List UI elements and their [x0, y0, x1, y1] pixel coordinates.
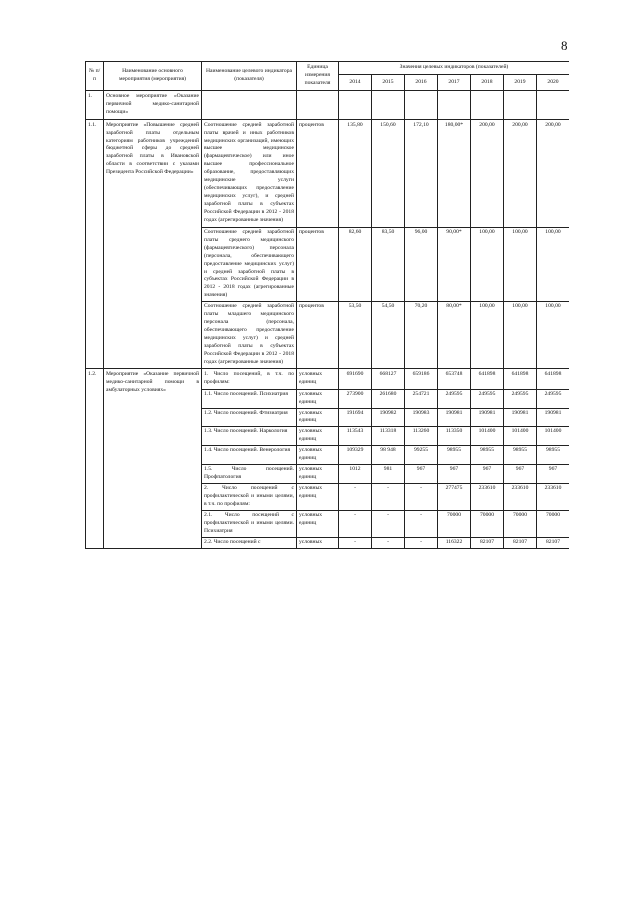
value-cell: 641898 [471, 368, 504, 389]
indicator-name: 2. Число посещений с профилактической и иными целями, в т.ч. по профилям: [202, 484, 297, 511]
value-cell: 70000 [471, 510, 504, 537]
value-cell: 233610 [537, 484, 570, 511]
indicator-name: Соотношение средней заработной платы младшего медицинского персонала (персонала, обеспечивающего предоставление медицинских услуг) и средней заработной платы в субъектах Российской Федерации в 2012 - 2018 годах (агрегированные значения) [202, 302, 297, 369]
value-cell: 691690 [339, 368, 372, 389]
value-cell: - [339, 510, 372, 537]
value-cell: - [372, 537, 405, 548]
value-cell: 967 [405, 465, 438, 484]
table-body [86, 90, 570, 548]
value-cell: 261680 [372, 389, 405, 408]
value-cell [405, 90, 438, 119]
unit-cell: условных единиц [297, 484, 339, 511]
value-cell [504, 90, 537, 119]
value-cell: 98955 [438, 446, 471, 465]
value-cell: - [339, 484, 372, 511]
value-cell: 967 [504, 465, 537, 484]
value-cell: 200,00 [471, 119, 504, 227]
value-cell: 98 948 [372, 446, 405, 465]
value-cell: 190981 [504, 408, 537, 427]
indicator-name: 1.1. Число посещений. Психиатрия [202, 389, 297, 408]
value-cell: 82,60 [339, 227, 372, 301]
header-year: 2016 [405, 75, 438, 90]
indicator-name: Соотношение средней заработной платы врачей и иных работников медицинских организаций, имеющих высшее медицинское (фармацевтическое) или иное высшее профессиональное образование, предоставляющих медицинские услуги (обеспечивающих предоставление медицинских услуг), и средней заработной платы в субъектах Российской Федерации в 2012 - 2018 годах (агрегированные значения) [202, 119, 297, 227]
header-year: 2017 [438, 75, 471, 90]
indicator-name: 1.3. Число посещений. Наркология [202, 427, 297, 446]
value-cell: 190981 [537, 408, 570, 427]
value-cell: 200,00 [537, 119, 570, 227]
value-cell: 109329 [339, 446, 372, 465]
value-cell: 101400 [504, 427, 537, 446]
indicators-table [85, 61, 569, 549]
value-cell: 113260 [405, 427, 438, 446]
value-cell: 233610 [504, 484, 537, 511]
value-cell: 90,00* [438, 227, 471, 301]
value-cell: 53,50 [339, 302, 372, 369]
unit-cell: условных единиц [297, 389, 339, 408]
value-cell: 96,00 [405, 227, 438, 301]
header-year: 2014 [339, 75, 372, 90]
value-cell: 99255 [405, 446, 438, 465]
value-cell: 100,00 [504, 302, 537, 369]
value-cell [537, 90, 570, 119]
table-row [86, 90, 570, 119]
value-cell: 82107 [504, 537, 537, 548]
value-cell: 967 [438, 465, 471, 484]
value-cell: 82107 [471, 537, 504, 548]
value-cell: 200,00 [504, 119, 537, 227]
value-cell [372, 90, 405, 119]
unit-cell: процентов [297, 302, 339, 369]
value-cell: 641898 [537, 368, 570, 389]
value-cell: 83,50 [372, 227, 405, 301]
unit-cell: условных единиц [297, 408, 339, 427]
value-cell: 249595 [537, 389, 570, 408]
header-year: 2019 [504, 75, 537, 90]
row-number: 1.1. [86, 119, 104, 368]
indicator-name: 1.4. Число посещений. Венерология [202, 446, 297, 465]
value-cell: 277475 [438, 484, 471, 511]
unit-cell: условных единиц [297, 427, 339, 446]
value-cell: 70000 [537, 510, 570, 537]
value-cell: 150,60 [372, 119, 405, 227]
header-indicator: Наименование целевого индикатора (показателя) [202, 62, 297, 91]
value-cell: 233610 [471, 484, 504, 511]
value-cell [471, 90, 504, 119]
value-cell: 80,00* [438, 302, 471, 369]
value-cell: - [372, 484, 405, 511]
unit-cell [297, 90, 339, 119]
value-cell: 82107 [537, 537, 570, 548]
value-cell: 100,00 [537, 302, 570, 369]
value-cell: 191694 [339, 408, 372, 427]
header-year: 2015 [372, 75, 405, 90]
value-cell: 100,00 [537, 227, 570, 301]
indicator-name: 1.5. Число посещений. Профпатология [202, 465, 297, 484]
indicator-name: 1.2. Число посещений. Фтизиатрия [202, 408, 297, 427]
header-year: 2020 [537, 75, 570, 90]
value-cell: 100,00 [504, 227, 537, 301]
row-number: 1. [86, 90, 104, 119]
table-row [86, 119, 570, 227]
value-cell: 981 [372, 465, 405, 484]
value-cell [438, 90, 471, 119]
value-cell: 249595 [471, 389, 504, 408]
value-cell: 190981 [471, 408, 504, 427]
event-name: Мероприятие «Повышение средней заработной платы отдельным категориям работников учреждений бюджетной сферы до средней заработной платы в Ивановской области в соответствии с указами Президента Российской Федерации» [104, 119, 202, 368]
value-cell: 273900 [339, 389, 372, 408]
value-cell [339, 90, 372, 119]
value-cell: 113543 [339, 427, 372, 446]
unit-cell: процентов [297, 119, 339, 227]
value-cell: 1012 [339, 465, 372, 484]
indicator-name [202, 90, 297, 119]
header-values: Значения целевых индикаторов (показателей) [339, 62, 570, 75]
indicator-name: 2.2. Число посещений с [202, 537, 297, 548]
unit-cell: условных единиц [297, 510, 339, 537]
value-cell: 113318 [372, 427, 405, 446]
page-number: 8 [561, 38, 568, 53]
value-cell: - [405, 484, 438, 511]
table-row [86, 368, 570, 389]
value-cell: 135,80 [339, 119, 372, 227]
value-cell: 101400 [471, 427, 504, 446]
unit-cell: процентов [297, 227, 339, 301]
value-cell: 249595 [504, 389, 537, 408]
value-cell: 70,20 [405, 302, 438, 369]
value-cell: 113350 [438, 427, 471, 446]
value-cell: 668127 [372, 368, 405, 389]
row-number: 1.2. [86, 368, 104, 548]
value-cell: 100,00 [471, 227, 504, 301]
unit-cell: условных [297, 537, 339, 548]
indicator-name: 2.1. Число посещений с профилактической и иными целями. Психиатрия [202, 510, 297, 537]
value-cell: 116322 [438, 537, 471, 548]
header-unit: Единица измерения показателя [297, 62, 339, 91]
value-cell: 172,10 [405, 119, 438, 227]
header-num: № п/п [86, 62, 104, 91]
value-cell: - [339, 537, 372, 548]
value-cell: 254721 [405, 389, 438, 408]
value-cell: 100,00 [471, 302, 504, 369]
value-cell: 70000 [504, 510, 537, 537]
unit-cell: условных единиц [297, 368, 339, 389]
indicators-table-container [85, 61, 569, 848]
value-cell: 653748 [438, 368, 471, 389]
value-cell: 54,50 [372, 302, 405, 369]
unit-cell: условных единиц [297, 465, 339, 484]
value-cell: 180,00* [438, 119, 471, 227]
value-cell: 659186 [405, 368, 438, 389]
value-cell: 98955 [537, 446, 570, 465]
value-cell: - [405, 537, 438, 548]
value-cell: 967 [471, 465, 504, 484]
header-event: Наименование основного мероприятия (мероприятия) [104, 62, 202, 91]
value-cell: 967 [537, 465, 570, 484]
value-cell: 70000 [438, 510, 471, 537]
value-cell: 98955 [504, 446, 537, 465]
header-year: 2018 [471, 75, 504, 90]
unit-cell: условных единиц [297, 446, 339, 465]
value-cell: 190982 [372, 408, 405, 427]
event-name: Основное мероприятие «Оказание первичной медико-санитарной помощи» [104, 90, 202, 119]
value-cell: 101400 [537, 427, 570, 446]
value-cell: 249595 [438, 389, 471, 408]
indicator-name: 1. Число посещений, в т.ч. по профилям: [202, 368, 297, 389]
value-cell: 641898 [504, 368, 537, 389]
event-name: Мероприятие «Оказание первичной медико-санитарной помощи в амбулаторных условиях» [104, 368, 202, 548]
value-cell: 98955 [471, 446, 504, 465]
indicator-name: Соотношение средней заработной платы среднего медицинского (фармацевтического) персонала (персонала, обеспечивающего предоставление медицинских услуг) и средней заработной платы в субъектах Российской Федерации в 2012 - 2018 годах (агрегированные значения) [202, 227, 297, 301]
value-cell: - [372, 510, 405, 537]
value-cell: 190981 [438, 408, 471, 427]
value-cell: - [405, 510, 438, 537]
value-cell: 190983 [405, 408, 438, 427]
